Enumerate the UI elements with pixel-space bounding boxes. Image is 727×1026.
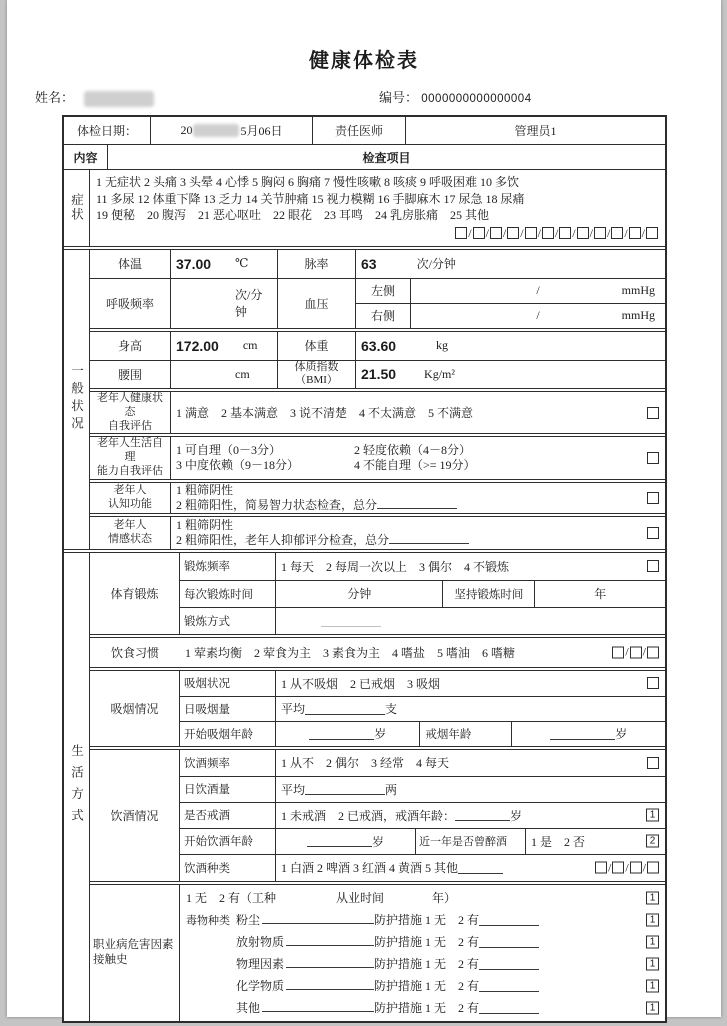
- smoking-quit-blank: [550, 728, 615, 740]
- checkbox-icon: [473, 227, 485, 239]
- identity-row: [7, 87, 721, 109]
- checkbox-separator: /: [468, 225, 472, 240]
- protection-blank: [479, 914, 539, 926]
- health-self-eval-checkbox: [647, 407, 659, 419]
- bp-left-value: /: [536, 283, 540, 297]
- drinking-group: [90, 749, 665, 882]
- height-weight-row: [90, 332, 665, 360]
- code-label: 编号：: [379, 90, 419, 105]
- checkbox-separator: /: [625, 644, 629, 659]
- bp-left-unit: mmHg: [621, 283, 655, 297]
- checkbox-separator: /: [625, 860, 629, 874]
- checkbox-icon: [647, 677, 659, 689]
- checkbox-icon: [630, 862, 642, 874]
- smoking-daily-prefix: 平均: [281, 702, 306, 716]
- drinking-types-label: 饮酒种类: [184, 862, 230, 875]
- checkbox-icon: [595, 862, 607, 874]
- checkbox-separator: /: [502, 225, 507, 240]
- checkbox-icon: [611, 227, 623, 239]
- drinking-types-checkboxes: [595, 860, 659, 875]
- drinking-daily-blank: [305, 783, 385, 795]
- checkbox-separator: /: [589, 225, 593, 240]
- checkbox-icon: [647, 862, 659, 874]
- checkbox-separator: /: [642, 860, 646, 874]
- name-field: [35, 87, 154, 107]
- occupational-head-value-box: 1: [646, 891, 659, 904]
- smoking-status-options: 1 从不吸烟 2 已戒烟 3 吸烟: [275, 671, 665, 696]
- emotion-score-blank: [389, 532, 469, 544]
- doctor-value: 管理员1: [405, 117, 665, 144]
- bp-left-row: [356, 279, 665, 303]
- bp-right-label: 右侧: [356, 304, 411, 328]
- toxin-blank: [262, 912, 374, 924]
- toxin-value-box: 1: [646, 935, 659, 948]
- exercise-group: [90, 553, 665, 635]
- drunk-past-year-options: 1 是 2 否: [531, 834, 586, 849]
- symptom-list-line2: 11 多尿 12 体重下降 13 乏力 14 关节肿痛 15 视力模糊 16 手脚麻木 17 尿急 18 尿痛: [96, 191, 525, 206]
- items-header: 检查项目: [107, 145, 665, 169]
- drinking-types-options: 1 白酒 2 啤酒 3 红酒 4 黄酒 5 其他: [281, 861, 459, 875]
- checkbox-icon: [490, 227, 502, 239]
- lifestyle-section-label: 生活方式: [64, 553, 90, 1021]
- toxin-blank: [286, 956, 374, 968]
- drinking-types-row: [180, 854, 665, 881]
- drunk-past-year-value-box: 2: [646, 835, 659, 848]
- cognition-options: 1 粗筛阴性 2 粗筛阳性，简易智力状态检查，总分: [170, 483, 665, 513]
- drinking-freq-checkbox: [647, 757, 659, 769]
- temperature-value: 37.00: [176, 255, 212, 272]
- checkbox-icon: [647, 757, 659, 769]
- waist-unit: cm: [170, 361, 277, 389]
- drinking-quit-age-blank: [455, 809, 510, 821]
- content-header: 内容: [73, 150, 98, 165]
- checkbox-icon: [612, 646, 624, 658]
- self-care-eval-label: 老年人生活自理 能力自我评估: [97, 437, 163, 477]
- smoking-daily-unit: 支: [385, 702, 398, 716]
- cognition-label: 老年人 认知功能: [108, 483, 152, 510]
- name-redacted-value: [84, 91, 154, 107]
- drinking-freq-options: 1 从不 2 偶尔 3 经常 4 每天: [275, 750, 665, 776]
- checkbox-separator: /: [537, 225, 541, 240]
- symptom-list-line1: 1 无症状 2 头痛 3 头晕 4 心悸 5 胸闷 6 胸痛 7 慢性咳嗽 8 咳痰 9 呼吸困难 10 多饮: [96, 175, 520, 189]
- section-general-status: [64, 249, 665, 550]
- health-self-eval-options: 1 满意 2 基本满意 3 说不清楚 4 不太满意 5 不满意: [170, 392, 665, 433]
- checkbox-icon: [525, 227, 537, 239]
- respiration-unit: 次/分钟: [170, 279, 277, 328]
- drinking-start-row: 开始饮酒年龄 岁 近一年是否曾醉酒 1 是 2 否 2: [180, 828, 665, 854]
- bmi-value: 21.50: [361, 366, 397, 383]
- exercise-freq-options: 1 每天 2 每周一次以上 3 偶尔 4 不锻炼: [275, 553, 665, 580]
- checkbox-icon: [507, 227, 519, 239]
- smoking-status-label: 吸烟状况: [184, 678, 230, 690]
- bp-right-unit: mmHg: [621, 308, 655, 322]
- smoking-daily-row: [180, 696, 665, 721]
- drinking-quit-value-box: 1: [646, 809, 659, 822]
- toxin-value-box: 1: [646, 913, 659, 926]
- exercise-time-unit: 分钟: [275, 581, 442, 607]
- toxin-value-box: 1: [646, 1001, 659, 1014]
- waist-bmi-row: [90, 360, 665, 389]
- smoking-quit-label: 戒烟年龄: [419, 722, 511, 746]
- diet-options: 1 荤素均衡 2 荤食为主 3 素食为主 4 嗜盐 5 嗜油 6 嗜糖 / /: [180, 638, 665, 667]
- bp-right-value: /: [536, 308, 540, 322]
- exercise-freq-checkbox: [647, 560, 659, 572]
- diet-group: [90, 637, 665, 668]
- cognition-checkbox: [647, 492, 659, 504]
- pulse-value-cell: [355, 250, 665, 278]
- toxin-row-other: 其他 防护措施 1 无 2 有 1: [180, 997, 665, 1019]
- drinking-quit-options: 1 未戒酒 2 已戒酒，戒酒年龄：: [281, 808, 456, 823]
- exercise-freq-label: 锻炼频率: [184, 561, 230, 573]
- protection-blank: [479, 936, 539, 948]
- exercise-label: 体育锻炼: [90, 553, 180, 634]
- drinking-daily-row: [180, 776, 665, 802]
- occupational-group: [90, 884, 665, 1021]
- respiration-label: 呼吸频率: [105, 296, 154, 311]
- diet-checkboxes: [612, 645, 659, 660]
- drinking-freq-label: 饮酒频率: [184, 757, 230, 770]
- exam-header-row: [64, 117, 665, 145]
- pulse-unit: 次/分钟: [416, 257, 456, 271]
- bp-left-label: 左侧: [356, 279, 411, 303]
- symptom-checkboxes: [455, 226, 658, 241]
- occupational-label: 职业病危害因素 接触史: [90, 885, 180, 1021]
- exercise-mode-label: 锻炼方式: [184, 615, 230, 628]
- checkbox-icon: [455, 227, 467, 239]
- drinking-start-blank: [307, 835, 372, 847]
- vitals-group-2: [90, 331, 665, 390]
- checkbox-separator: /: [520, 225, 524, 240]
- drinking-types-other-blank: [458, 862, 503, 874]
- emotion-options: 1 粗筛阴性 2 粗筛阳性，老年人抑郁评分检查，总分: [170, 517, 665, 549]
- health-exam-table: [62, 115, 667, 1023]
- health-self-eval-group: [90, 391, 665, 434]
- weight-unit: kg: [436, 338, 449, 352]
- section-lifestyle: [64, 552, 665, 1021]
- exam-date-value: 20 5月06日: [150, 117, 312, 144]
- checkbox-icon: [647, 527, 659, 539]
- checkbox-icon: [542, 227, 554, 239]
- checkbox-icon: [559, 227, 571, 239]
- respiration-bp-row: [90, 278, 665, 328]
- checkbox-icon: [612, 862, 624, 874]
- checkbox-icon: [647, 452, 659, 464]
- form-page: [7, 0, 721, 1017]
- temperature-pulse-row: [90, 250, 665, 278]
- symptom-list: [90, 170, 665, 224]
- exercise-mode-row: [180, 607, 665, 634]
- health-self-eval-label: 老年人健康状态 自我评估: [97, 392, 163, 432]
- cognition-group: [90, 482, 665, 514]
- emotion-checkbox: [647, 527, 659, 539]
- date-redacted: [193, 124, 239, 137]
- exercise-persist-unit: 年: [534, 581, 665, 607]
- protection-blank: [479, 958, 539, 970]
- symptom-list-line3: 19 便秘 20 腹泻 21 恶心呕吐 22 眼花 23 耳鸣 24 乳房胀痛 25 其他: [96, 208, 490, 222]
- checkbox-separator: /: [607, 860, 612, 874]
- drunk-past-year-label: 近一年是否曾醉酒: [415, 829, 525, 854]
- toxin-types-label: 毒物种类: [186, 914, 230, 927]
- exam-date-label: 体检日期：: [76, 124, 137, 138]
- bp-right-row: [356, 303, 665, 328]
- weight-value: 63.60: [361, 337, 397, 354]
- height-label: 身高: [117, 339, 142, 353]
- checkbox-separator: /: [554, 225, 559, 240]
- temperature-unit: ℃: [235, 256, 249, 270]
- drinking-daily-unit: 两: [385, 782, 398, 797]
- self-care-eval-group: [90, 436, 665, 479]
- checkbox-icon: [594, 227, 606, 239]
- toxin-row-radiation: 放射物质 防护措施 1 无 2 有 1: [180, 931, 665, 953]
- protection-blank: [479, 980, 539, 992]
- exercise-persist-label: 坚持锻炼时间: [442, 581, 534, 607]
- smoking-start-blank: [309, 728, 374, 740]
- checkbox-icon: [630, 646, 642, 658]
- self-care-eval-options: 1 可自理（0－3分） 2 轻度依赖（4－8分） 3 中度依赖（9－18分） 4 不能自理（>= 19分）: [170, 437, 665, 478]
- toxin-blank: [286, 934, 374, 946]
- checkbox-separator: /: [641, 225, 645, 240]
- occupational-head-line: 1 无 2 有（工种 从业时间 年） 1: [180, 887, 665, 909]
- toxin-row-chemical: 化学物质 防护措施 1 无 2 有 1: [180, 975, 665, 997]
- checkbox-icon: [629, 227, 641, 239]
- doctor-label: 责任医师: [312, 117, 405, 144]
- exercise-time-row: [180, 580, 665, 607]
- temperature-label: 体温: [117, 257, 142, 271]
- blood-pressure-label: 血压: [277, 279, 355, 328]
- smoking-status-checkbox: [647, 677, 659, 689]
- checkbox-separator: /: [642, 644, 646, 659]
- checkbox-icon: [647, 492, 659, 504]
- drinking-freq-row: [180, 750, 665, 776]
- exercise-mode-blank: [321, 615, 381, 627]
- toxin-row-dust: 毒物种类 粉尘 防护措施 1 无 2 有 1: [180, 909, 665, 931]
- checkbox-icon: [577, 227, 589, 239]
- symptoms-section-label: 症状: [64, 170, 90, 246]
- pulse-label: 脉率: [277, 250, 355, 278]
- bmi-label: 体质指数 （BMI）: [277, 361, 355, 389]
- general-section-label: 一般状况: [64, 250, 90, 549]
- exercise-time-label: 每次锻炼时间: [184, 588, 253, 601]
- exercise-freq-row: [180, 553, 665, 580]
- smoking-ages-row: 开始吸烟年龄 岁 戒烟年龄 岁: [180, 721, 665, 746]
- toxin-value-box: 1: [646, 979, 659, 992]
- drinking-start-label: 开始饮酒年龄: [184, 836, 253, 848]
- page-title: 健康体检表: [309, 50, 419, 72]
- toxin-blank: [262, 1000, 374, 1012]
- smoking-daily-blank: [305, 703, 385, 715]
- smoking-start-label: 开始吸烟年龄: [184, 728, 253, 741]
- toxin-row-physical: 物理因素 防护措施 1 无 2 有 1: [180, 953, 665, 975]
- checkbox-separator: /: [572, 225, 576, 240]
- code-value: 0000000000000004: [421, 93, 532, 105]
- self-care-eval-checkbox: [647, 452, 659, 464]
- drinking-label: 饮酒情况: [90, 750, 180, 881]
- checkbox-icon: [646, 227, 658, 239]
- checkbox-separator: /: [485, 225, 489, 240]
- height-unit: cm: [242, 338, 258, 352]
- name-label: 姓名：: [35, 90, 75, 105]
- smoking-status-row: [180, 671, 665, 696]
- checkbox-icon: [647, 646, 659, 658]
- checkbox-separator: /: [624, 225, 628, 240]
- weight-label: 体重: [277, 332, 355, 360]
- temperature-value-cell: [170, 250, 277, 278]
- code-field: [379, 87, 532, 106]
- drinking-daily-label: 日饮酒量: [184, 784, 230, 796]
- smoking-group: [90, 670, 665, 747]
- smoking-daily-label: 日吸烟量: [184, 703, 230, 716]
- table-head-row: [64, 145, 665, 170]
- bmi-unit: Kg/m²: [424, 366, 455, 381]
- toxin-value-box: 1: [646, 957, 659, 970]
- waist-label: 腰围: [117, 367, 142, 382]
- drinking-quit-row: 是否戒酒 1 未戒酒 2 已戒酒，戒酒年龄： 岁 1: [180, 802, 665, 828]
- section-symptoms: [64, 170, 665, 247]
- checkbox-separator: /: [606, 225, 611, 240]
- vitals-group-1: [90, 250, 665, 329]
- checkbox-icon: [647, 560, 659, 572]
- diet-label: 饮食习惯: [110, 645, 159, 660]
- emotion-group: [90, 516, 665, 549]
- checkbox-icon: [647, 407, 659, 419]
- cognition-score-blank: [377, 497, 457, 509]
- height-value: 172.00: [176, 337, 219, 354]
- emotion-label: 老年人 情感状态: [108, 518, 152, 545]
- drinking-daily-prefix: 平均: [281, 782, 306, 797]
- drinking-quit-label: 是否戒酒: [184, 810, 230, 822]
- toxin-blank: [286, 978, 374, 990]
- smoking-label: 吸烟情况: [90, 671, 180, 746]
- pulse-value: 63: [361, 255, 377, 272]
- protection-blank: [479, 1002, 539, 1014]
